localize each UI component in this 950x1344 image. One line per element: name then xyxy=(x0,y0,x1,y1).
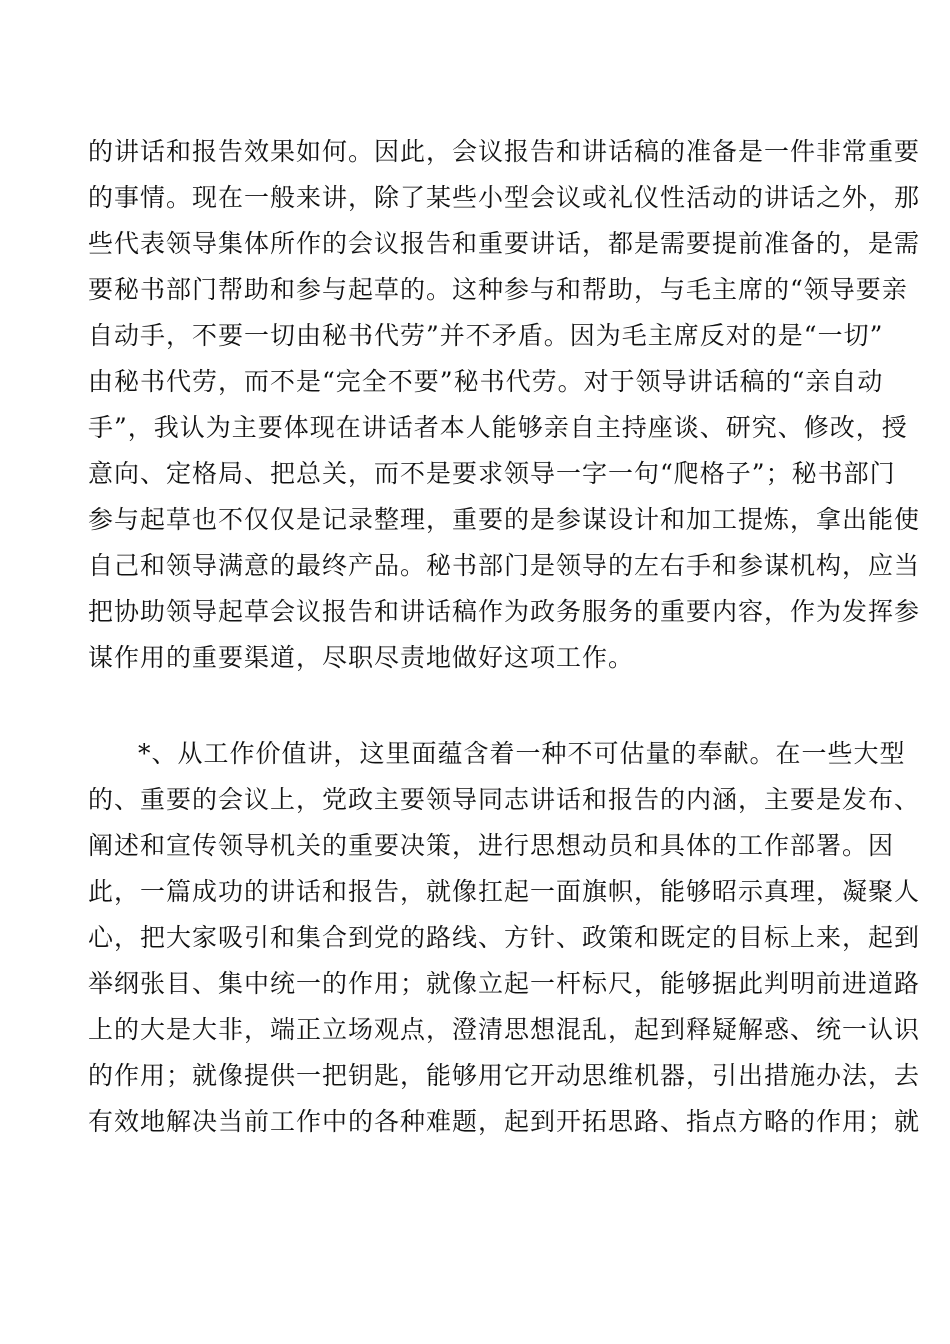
text-line: 意向、定格局、把总关，而不是要求领导一字一句“爬格子”；秘书部门 xyxy=(88,459,896,488)
text-line: 要秘书部门帮助和参与起草的。这种参与和帮助，与毛主席的“领导要亲 xyxy=(88,275,908,304)
text-line: 的、重要的会议上，党政主要领导同志讲话和报告的内涵，主要是发布、 xyxy=(88,785,921,814)
text-line: 阐述和宣传领导机关的重要决策，进行思想动员和具体的工作部署。因 xyxy=(88,831,895,860)
text-line: 些代表领导集体所作的会议报告和重要讲话，都是需要提前准备的，是需 xyxy=(88,229,921,258)
text-line: 有效地解决当前工作中的各种难题，起到开拓思路、指点方略的作用；就 xyxy=(88,1107,921,1136)
text-line: 自动手，不要一切由秘书代劳”并不矛盾。因为毛主席反对的是“一切” xyxy=(88,321,884,350)
text-line: 的讲话和报告效果如何。因此，会议报告和讲话稿的准备是一件非常重要 xyxy=(88,137,921,166)
text-line: 由秘书代劳，而不是“完全不要”秘书代劳。对于领导讲话稿的“亲自动 xyxy=(88,367,884,396)
text-line: 举纲张目、集中统一的作用；就像立起一杆标尺，能够据此判明前进道路 xyxy=(88,969,921,998)
text-line: *、从工作价值讲，这里面蕴含着一种不可估量的奉献。在一些大型 xyxy=(138,739,906,768)
text-line: 此，一篇成功的讲话和报告，就像扛起一面旗帜，能够昭示真理，凝聚人 xyxy=(88,877,921,906)
text-line: 手”，我认为主要体现在讲话者本人能够亲自主持座谈、研究、修改，授 xyxy=(88,413,908,442)
text-line: 参与起草也不仅仅是记录整理，重要的是参谋设计和加工提炼，拿出能使 xyxy=(88,505,921,534)
text-line: 上的大是大非，端正立场观点，澄清思想混乱，起到释疑解惑、统一认识 xyxy=(88,1015,921,1044)
text-line: 谋作用的重要渠道，尽职尽责地做好这项工作。 xyxy=(88,643,635,672)
text-line: 的事情。现在一般来讲，除了某些小型会议或礼仪性活动的讲话之外，那 xyxy=(88,183,921,212)
text-line: 自己和领导满意的最终产品。秘书部门是领导的左右手和参谋机构，应当 xyxy=(88,551,921,580)
text-line: 的作用；就像提供一把钥匙，能够用它开动思维机器，引出措施办法，去 xyxy=(88,1061,921,1090)
text-line: 把协助领导起草会议报告和讲话稿作为政务服务的重要内容，作为发挥参 xyxy=(88,597,921,626)
text-line: 心，把大家吸引和集合到党的路线、方针、政策和既定的目标上来，起到 xyxy=(88,923,921,952)
